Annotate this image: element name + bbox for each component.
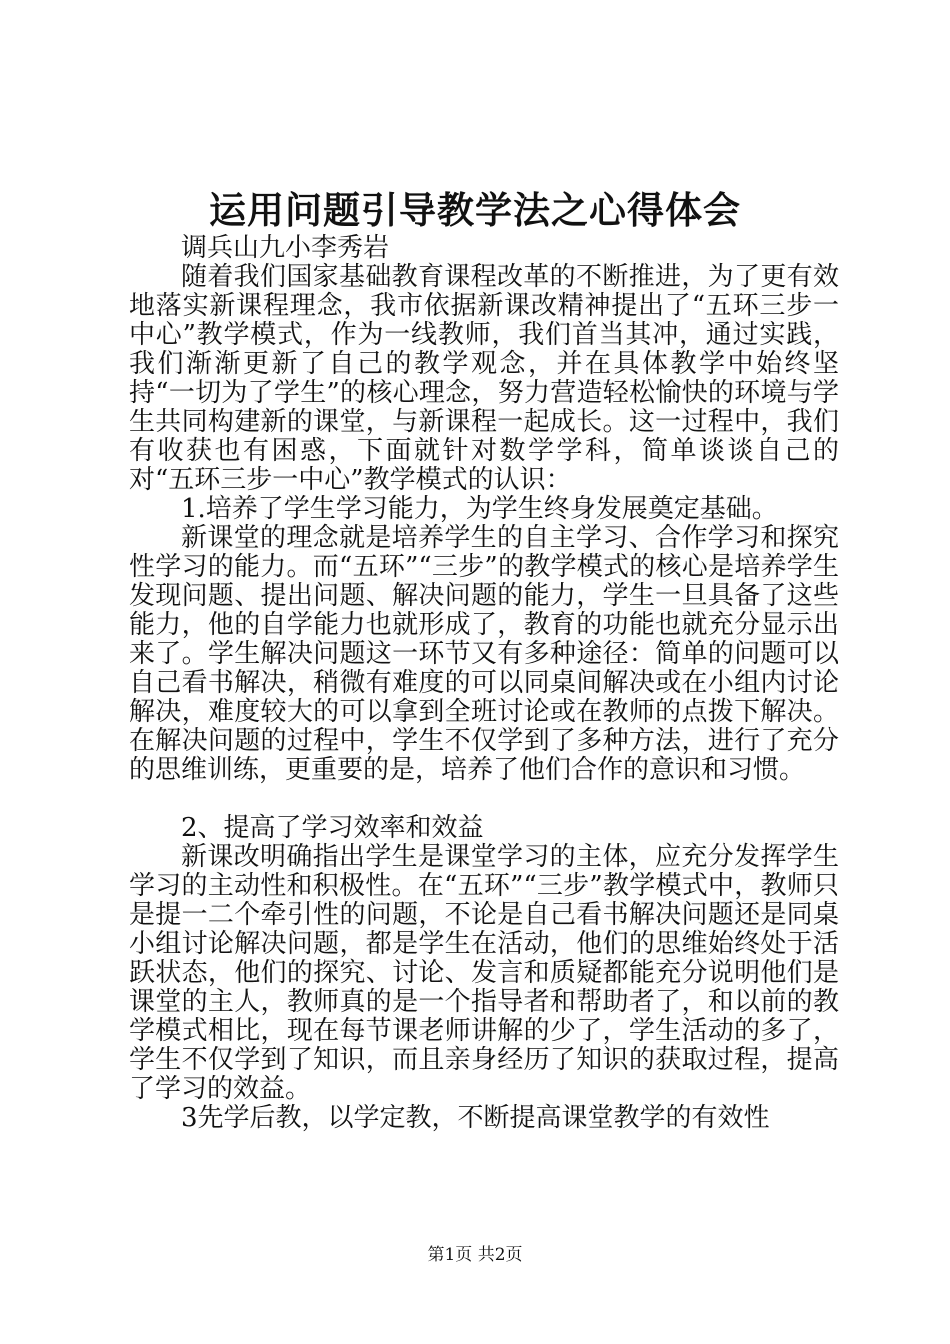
paragraph-section-2: 新课改明确指出学生是课堂学习的主体，应充分发挥学生学习的主动性和积极性。在“五环”“三步”教学模式中，教师只是提一二个牵引性的问题，不论是自己看书解决问题还是同桌小组讨论解决问题，都是学生在活动，他们的思维始终处于活跃状态，他们的探究、讨论、发言和质疑都能充分说明他们是课堂的主人，教师真的是一个指导者和帮助者了，和以前的教学模式相比，现在每节课老师讲解的少了，学生活动的多了，学生不仅学到了知识，而且亲身经历了知识的获取过程，提高了学习的效益。 — [129, 842, 839, 1104]
paragraph-intro: 随着我们国家基础教育课程改革的不断推进，为了更有效地落实新课程理念，我市依据新课改精神提出了“五环三步一中心”教学模式，作为一线教师，我们首当其冲，通过实践，我们渐渐更新了自己的教学观念，并在具体教学中始终坚持“一切为了学生”的核心理念，努力营造轻松愉快的环境与学生共同构建新的课堂，与新课程一起成长。这一过程中，我们有收获也有困惑，下面就针对数学学科，简单谈谈自己的对“五环三步一中心”教学模式的认识： — [129, 262, 839, 495]
heading-section-3: 3先学后教，以学定教，不断提高课堂教学的有效性 — [181, 1103, 770, 1133]
document-title: 运用问题引导教学法之心得体会 — [209, 188, 741, 232]
document-body — [129, 234, 839, 1133]
heading-section-1: 1.培养了学生学习能力，为学生终身发展奠定基础。 — [181, 494, 778, 524]
author-line: 调兵山九小李秀岩 — [181, 233, 390, 263]
page-footer: 第1页 共2页 — [427, 1245, 523, 1265]
heading-section-2: 2、提高了学习效率和效益 — [181, 813, 484, 843]
paragraph-section-1: 新课堂的理念就是培养学生的自主学习、合作学习和探究性学习的能力。而“五环”“三步”的教学模式的核心是培养学生发现问题、提出问题、解决问题的能力，学生一旦具备了这些能力，他的自学能力也就形成了，教育的功能也就充分显示出来了。学生解决问题这一环节又有多种途径：简单的问题可以自己看书解决，稍微有难度的可以同桌间解决或在小组内讨论解决，难度较大的可以拿到全班讨论或在教师的点拨下解决。在解决问题的过程中，学生不仅学到了多种方法，进行了充分的思维训练，更重要的是，培养了他们合作的意识和习惯。 — [129, 523, 839, 785]
